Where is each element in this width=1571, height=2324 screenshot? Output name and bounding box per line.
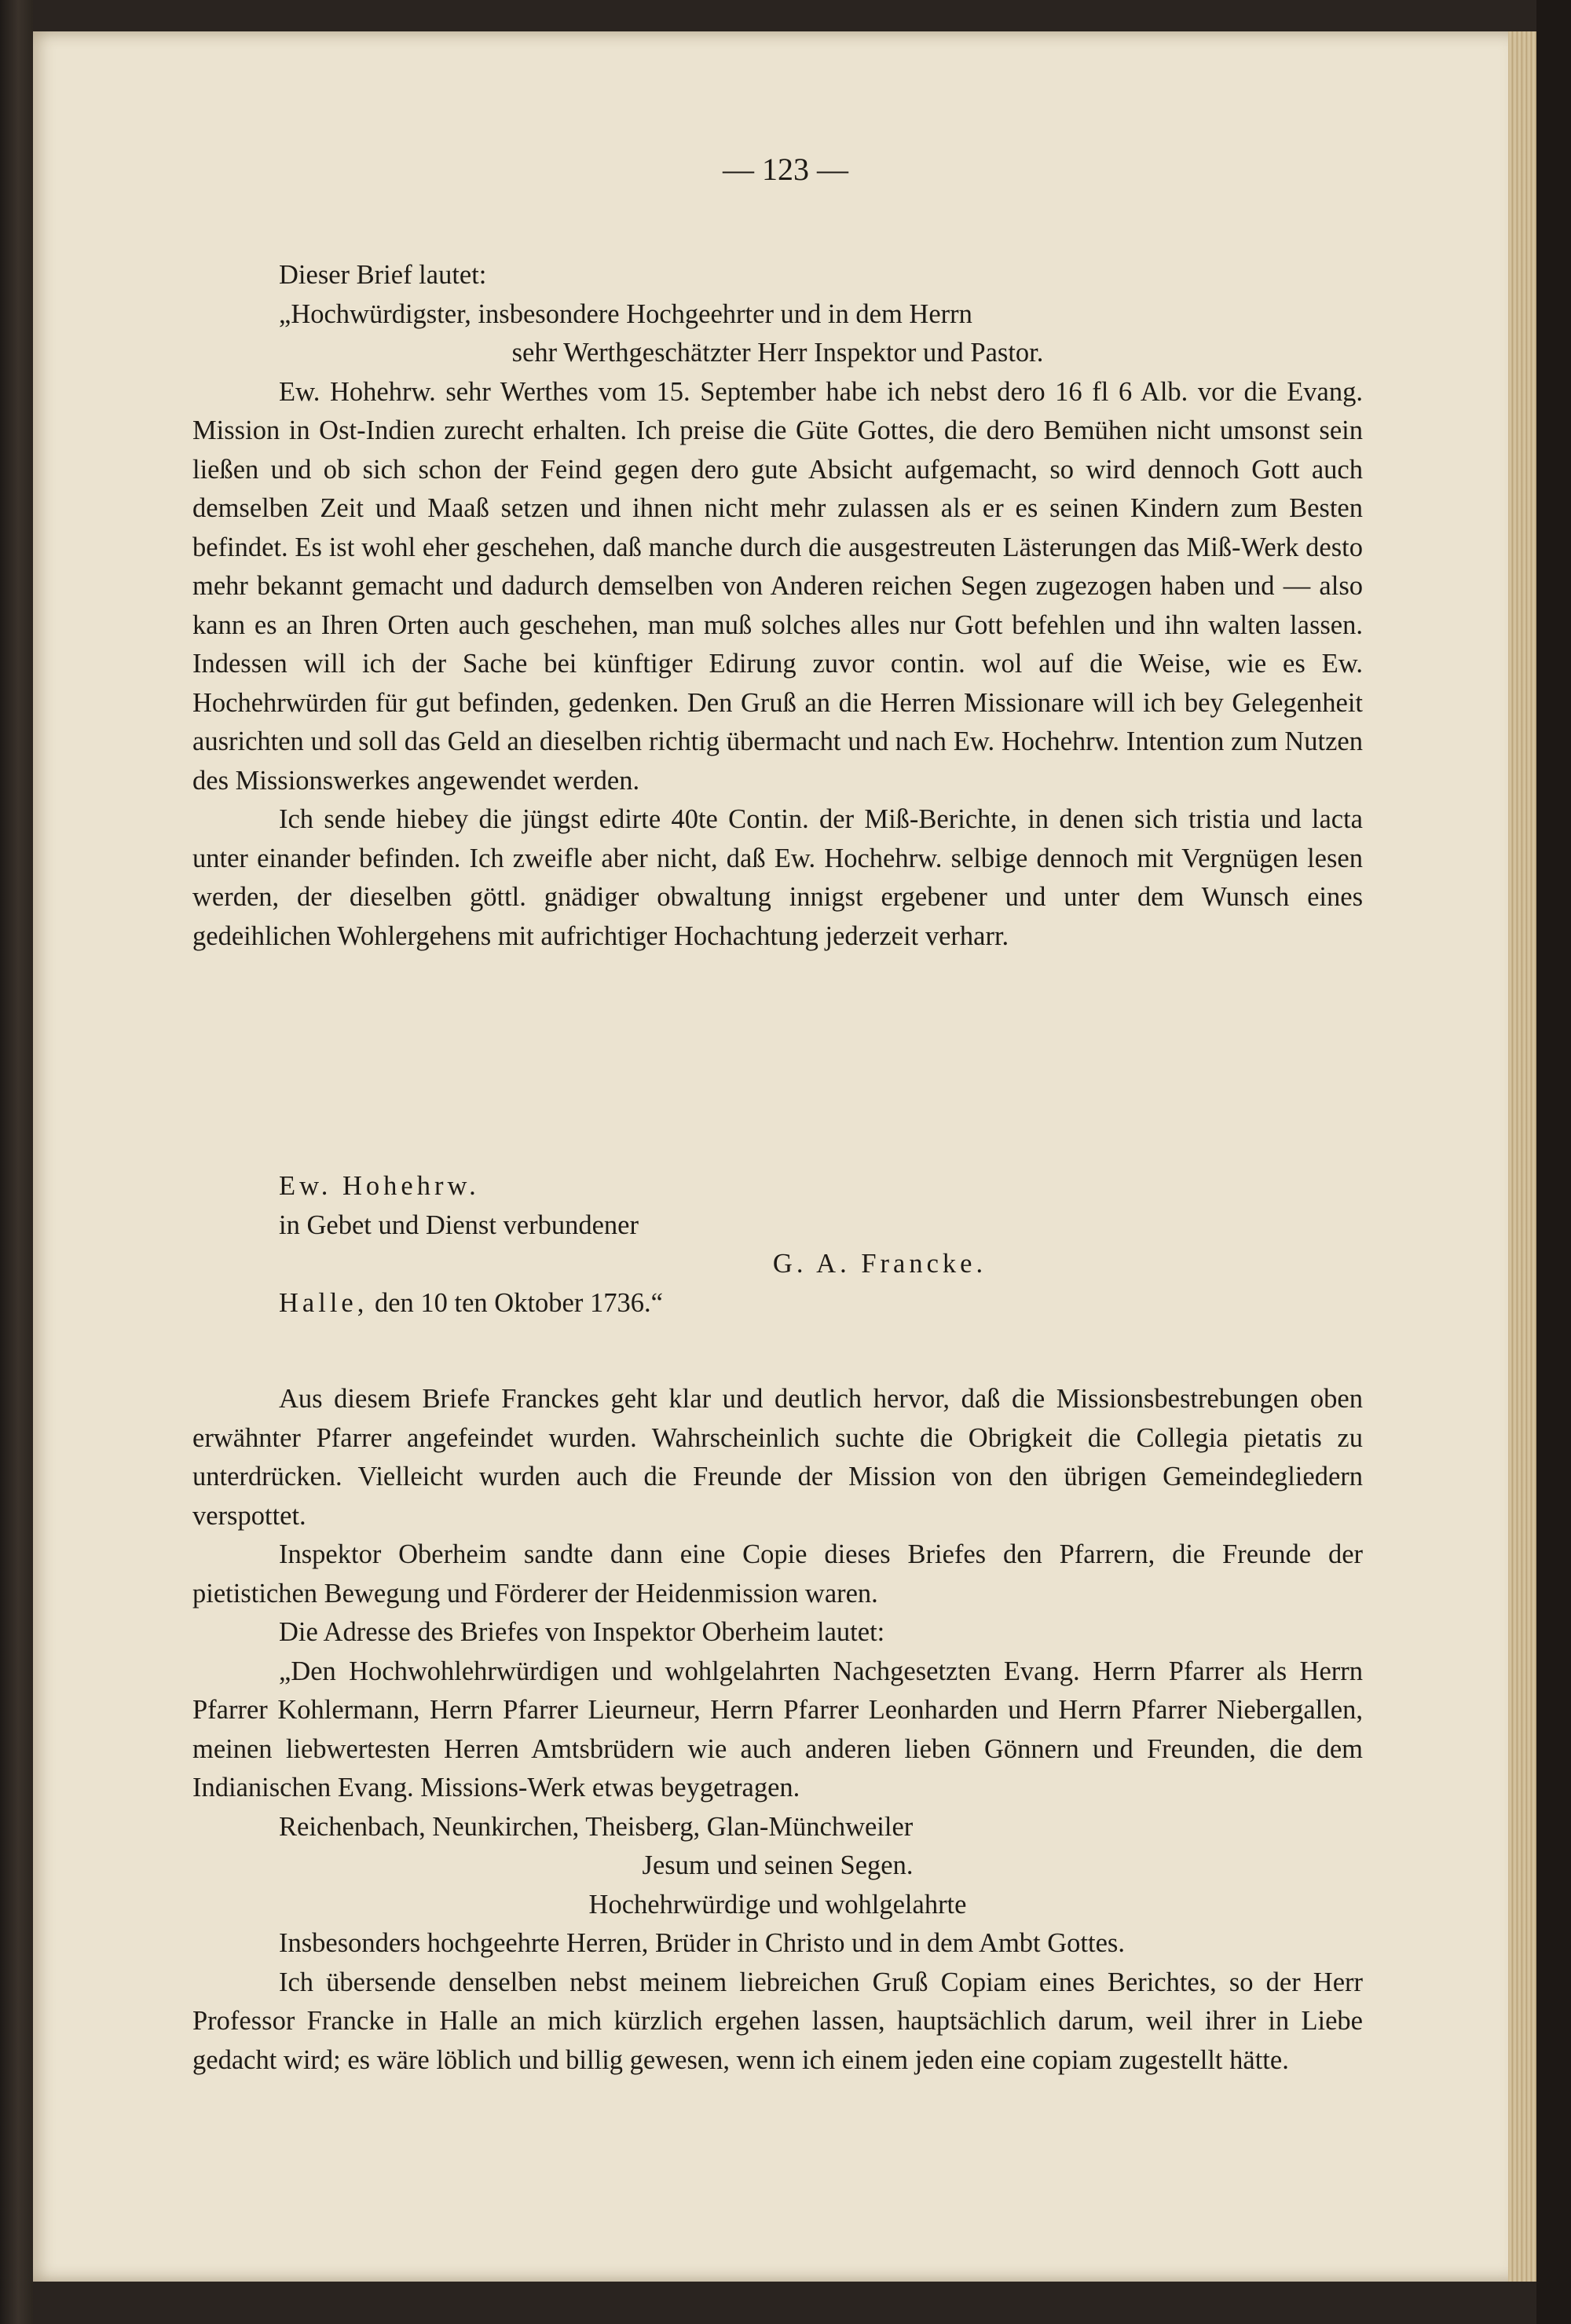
page-edges: [1508, 31, 1536, 2282]
letter-date: den 10 ten Oktober 1736.“: [374, 1287, 663, 1318]
salutation-line-1: „Hochwürdigster, insbesondere Hochgeehrter und in dem Herrn: [279, 298, 972, 329]
page-number: — 123 —: [723, 152, 848, 187]
oberheim-greeting-2: Insbesonders hochgeehrte Herren, Brüder in Christo und in dem Ambt Gottes.: [279, 1928, 1125, 1958]
oberheim-blessing: Jesum und seinen Segen.: [642, 1850, 914, 1880]
commentary-paragraph-2: Inspektor Oberheim sandte dann eine Copie dieses Briefes den Pfarrern, die Freunde der pietistichen Bewegung und Förderer der Heidenmission waren.: [192, 1539, 1363, 1609]
closing-line-2: in Gebet und Dienst verbundener: [279, 1210, 639, 1240]
oberheim-paragraph-1: Ich übersende denselben nebst meinem liebreichen Gruß Copiam eines Berichtes, so der Herr Professor Francke in Halle an mich kürzlich ergehen lassen, hauptsächlich darum, weil ihrer in Liebe gedacht wird; es wäre löblich und billig gewesen, wenn ich einem jeden eine copiam zugestellt hätte.: [192, 1967, 1363, 2075]
book-cover-edge: [1536, 0, 1571, 2324]
letter-place: Halle,: [279, 1287, 368, 1318]
closing-address: Ew. Hohehrw.: [279, 1171, 480, 1201]
letter-intro: Dieser Brief lautet:: [279, 260, 487, 290]
francke-letter: [192, 256, 1363, 956]
oberheim-greeting: Hochehrwürdige und wohlgelahrte: [588, 1889, 967, 1920]
commentary-paragraph-1: Aus diesem Briefe Franckes geht klar und deutlich hervor, daß die Missionsbestrebungen oben erwähnter Pfarrer angefeindet wurden. Wahrscheinlich suchte die Obrigkeit die Collegia pietatis zu unterdrücken. Vielleicht wurden auch die Freunde der Mission von den übrigen Gemeindegliedern verspottet.: [192, 1384, 1363, 1531]
commentary-section: [192, 1380, 1363, 2080]
oberheim-address: „Den Hochwohlehrwürdigen und wohlgelahrten Nachgesetzten Evang. Herrn Pfarrer als Herrn Pfarrer Kohlermann, Herrn Pfarrer Lieurneur, Herrn Pfarrer Leonharden und Herrn Pfarrer Niebergallen, meinen liebwertesten Herren Amtsbrüdern wie auch anderen lieben Gönnern und Freunden, die dem Indianischen Evang. Missions-Werk etwas beygetragen.: [192, 1656, 1363, 1802]
francke-closing: [192, 1167, 1363, 1323]
book-binding: [0, 0, 33, 2324]
salutation-line-2: sehr Werthgeschätzter Herr Inspektor und Pastor.: [511, 338, 1044, 368]
signature: G. A. Francke.: [772, 1249, 987, 1279]
commentary-paragraph-3: Die Adresse des Briefes von Inspektor Oberheim lautet:: [279, 1617, 885, 1647]
closing-line-1: [192, 1167, 1363, 1206]
letter-paragraph-2: Ich sende hiebey die jüngst edirte 40te Contin. der Miß-Berichte, in denen sich tristia und lacta unter einander befinden. Ich zweifle aber nicht, daß Ew. Hochehrw. selbige dennoch mit Vergnügen lesen werden, der dieselben göttl. gnädiger obwaltung innigst ergebener und unter dem Wunsch eines gedeihlichen Wohlergehens mit aufrichtiger Hochachtung jederzeit verharr.: [192, 804, 1363, 951]
place-date-line: [192, 1284, 1363, 1323]
oberheim-places: Reichenbach, Neunkirchen, Theisberg, Glan-Münchweiler: [279, 1811, 914, 1842]
signature-line: [192, 1245, 1363, 1284]
letter-paragraph-1: Ew. Hohehrw. sehr Werthes vom 15. September habe ich nebst dero 16 fl 6 Alb. vor die Evang. Mission in Ost-Indien zurecht erhalten. Ich preise die Güte Gottes, die dero Bemühen nicht umsonst sein ließen und ob sich schon der Feind gegen dero gute Absicht aufgemacht, so wird dennoch Gott auch demselben Zeit und Maaß setzen und ihnen nicht mehr zulassen als er es seinen Kindern zum Besten befindet. Es ist wohl eher geschehen, daß manche durch die ausgestreuten Lästerungen das Miß-Werk desto mehr bekannt gemacht und dadurch demselben von Anderen reichen Segen zugezogen haben und — also kann es an Ihren Orten auch geschehen, man muß solches alles nur Gott befehlen und ihn walten lassen. Indessen will ich der Sache bei künftiger Edirung zuvor contin. wol auf die Weise, wie es Ew. Hochehrwürden für gut befinden, gedenken. Den Gruß an die Herren Missionare will ich bey Gelegenheit ausrichten und soll das Geld an dieselben richtig übermacht und nach Ew. Hochehrw. Intention zum Nutzen des Missionswerkes angewendet werden.: [192, 376, 1363, 796]
